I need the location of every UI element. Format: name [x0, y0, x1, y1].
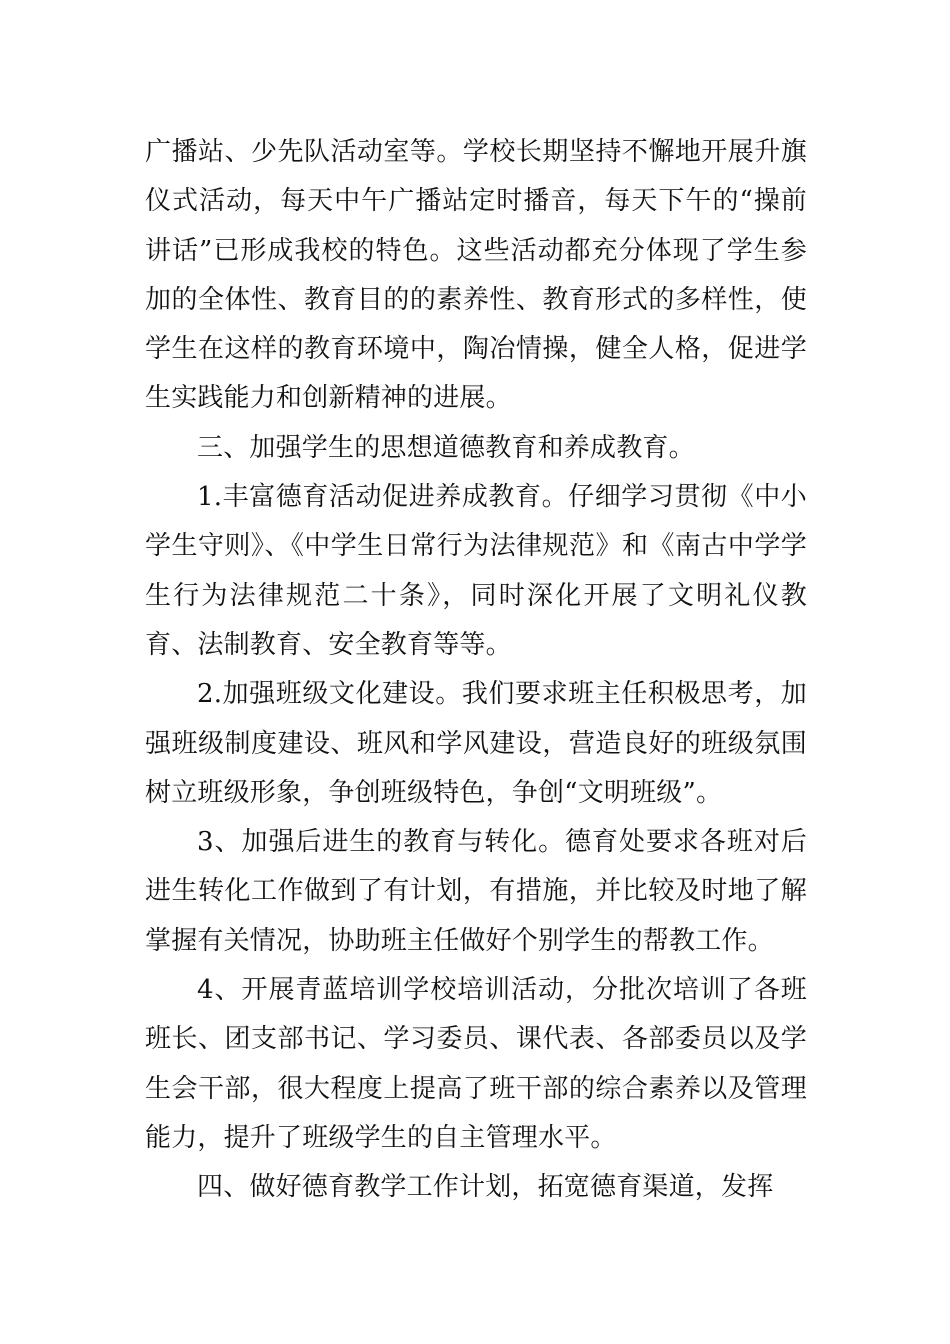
- paragraph-continuation: 广播站、少先队活动室等。学校长期坚持不懈地开展升旗仪式活动，每天中午广播站定时播音，每天下午的“操前讲话”已形成我校的特色。这些活动都充分体现了学生参加的全体性、教育目的的素养性、教育形式的多样性，使学生在这样的教育环境中，陶冶情操，健全人格，促进学生实践能力和创新精神的进展。: [145, 137, 807, 414]
- paragraph-item-1: 1.丰富德育活动促进养成教育。仔细学习贯彻《中小学生守则》、《中学生日常行为法律规范》和《南古中学学生行为法律规范二十条》，同时深化开展了文明礼仪教育、法制教育、安全教育等等。: [145, 482, 807, 660]
- paragraph-item-2: 2.加强班级文化建设。我们要求班主任积极思考，加强班级制度建设、班风和学风建设，营造良好的班级氛围树立班级形象，争创班级特色，争创“文明班级”。: [145, 679, 807, 808]
- paragraph-item-3: 3、加强后进生的教育与转化。德育处要求各班对后进生转化工作做到了有计划，有措施，并比较及时地了解掌握有关情况，协助班主任做好个别学生的帮教工作。: [145, 827, 807, 956]
- section-heading-three: 三、加强学生的思想道德教育和养成教育。: [197, 432, 695, 463]
- section-heading-four: 四、做好德育教学工作计划，拓宽德育渠道，发挥: [197, 1172, 774, 1203]
- paragraph-item-4: 4、开展青蓝培训学校培训活动，分批次培训了各班班长、团支部书记、学习委员、课代表、各部委员以及学生会干部，很大程度上提高了班干部的综合素养以及管理能力，提升了班级学生的自主管理水平。: [145, 975, 807, 1153]
- document-body: [145, 128, 807, 1213]
